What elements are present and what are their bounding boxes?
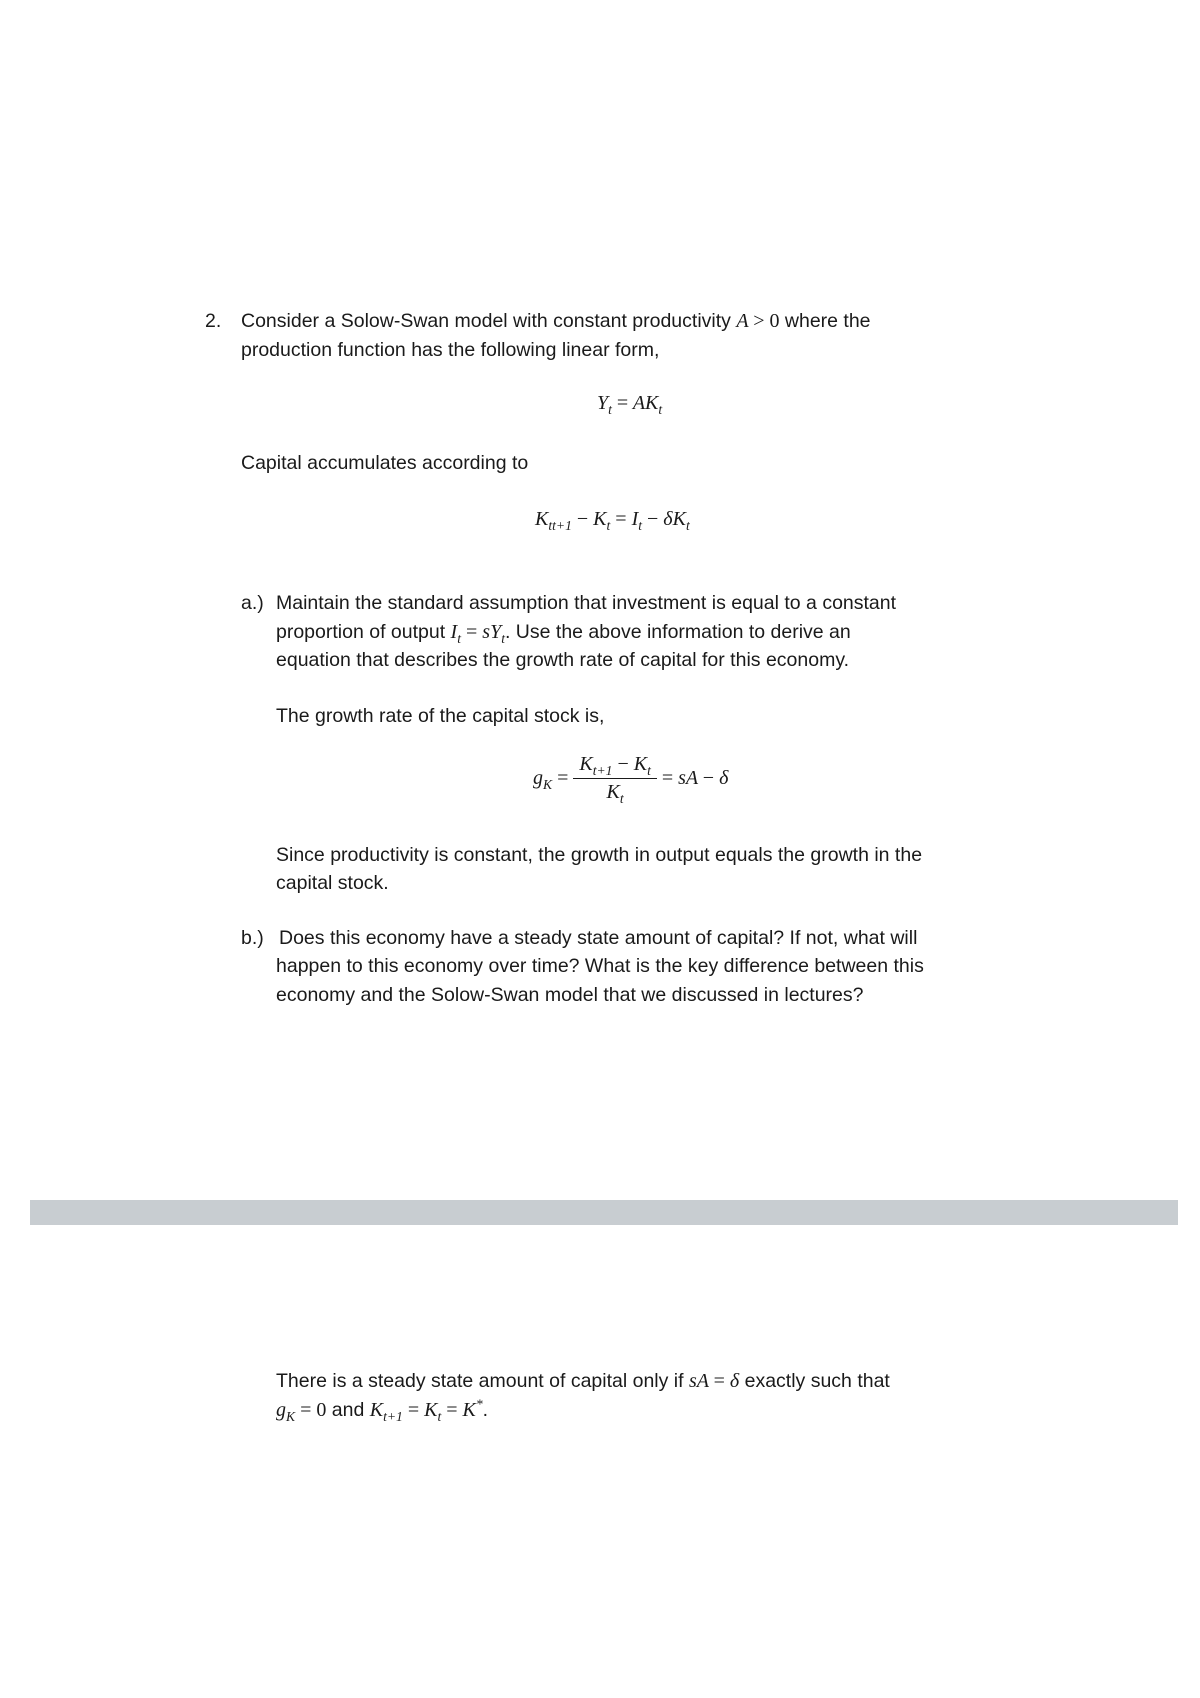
answer-and-text: and — [326, 1399, 370, 1421]
part-a-line-2 — [276, 618, 851, 647]
answer-period: . — [482, 1399, 489, 1421]
investment-rule: $I_t = sY_t$ — [450, 621, 505, 646]
conclusion-line-1: Since productivity is constant, the growth in output equals the growth in the — [276, 844, 923, 866]
conclusion-line-2: capital stock. — [276, 872, 389, 894]
production-function-equation: $Y_t = AK_t$ — [597, 392, 663, 417]
question-intro-line-2: production function has the following linear form, — [241, 339, 660, 361]
intro-text-b: where the — [779, 310, 871, 332]
answer-text-a: There is a steady state amount of capital only if — [276, 1370, 689, 1392]
intro-text-a: Consider a Solow-Swan model with constant productivity — [241, 310, 737, 332]
part-a-line-3: equation that describes the growth rate of capital for this economy. — [276, 649, 850, 671]
capital-accumulation-equation: $K_{tt+1} - K_t = I_t - \delta K_t$ — [535, 508, 690, 533]
part-a-line-1: Maintain the standard assumption that investment is equal to a constant — [276, 592, 897, 614]
steady-capital-equation: $K_{t+1} = K_t = K^*$ — [369, 1396, 483, 1424]
steady-state-condition: sA = δ — [688, 1370, 740, 1392]
growth-rate-intro: The growth rate of the capital stock is, — [276, 705, 605, 727]
part-b-line-1: Does this economy have a steady state amount of capital? If not, what will — [279, 927, 918, 949]
part-b-line-2: happen to this economy over time? What is the key difference between this — [276, 955, 924, 977]
growth-fraction: $\frac{K_{t+1} - K_t}{K_t}$ — [573, 753, 657, 804]
part-a-label: a.) — [241, 592, 264, 614]
growth-zero: $g_K = 0$ — [276, 1399, 327, 1424]
question-intro-line-1 — [241, 307, 871, 336]
part-b-label: b.) — [241, 927, 264, 949]
question-number: 2. — [205, 310, 222, 332]
part-b-line-3: economy and the Solow-Swan model that we discussed in lectures? — [276, 984, 864, 1006]
part-a-line-2-text-b: . Use the above information to derive an — [504, 621, 851, 643]
divider-band — [30, 1200, 1178, 1225]
productivity-condition: A > 0 — [736, 310, 780, 332]
part-a-line-2-text-a: proportion of output — [276, 621, 451, 643]
growth-rate-equation: $g_K$ = $\frac{K_{t+1} - K_t}{K_t}$ = sA − δ — [533, 753, 729, 806]
answer-text-b: exactly such that — [739, 1370, 890, 1392]
capital-intro-text: Capital accumulates according to — [241, 452, 529, 474]
steady-state-answer-line-2 — [276, 1396, 488, 1425]
steady-state-answer-line-1 — [276, 1367, 890, 1396]
